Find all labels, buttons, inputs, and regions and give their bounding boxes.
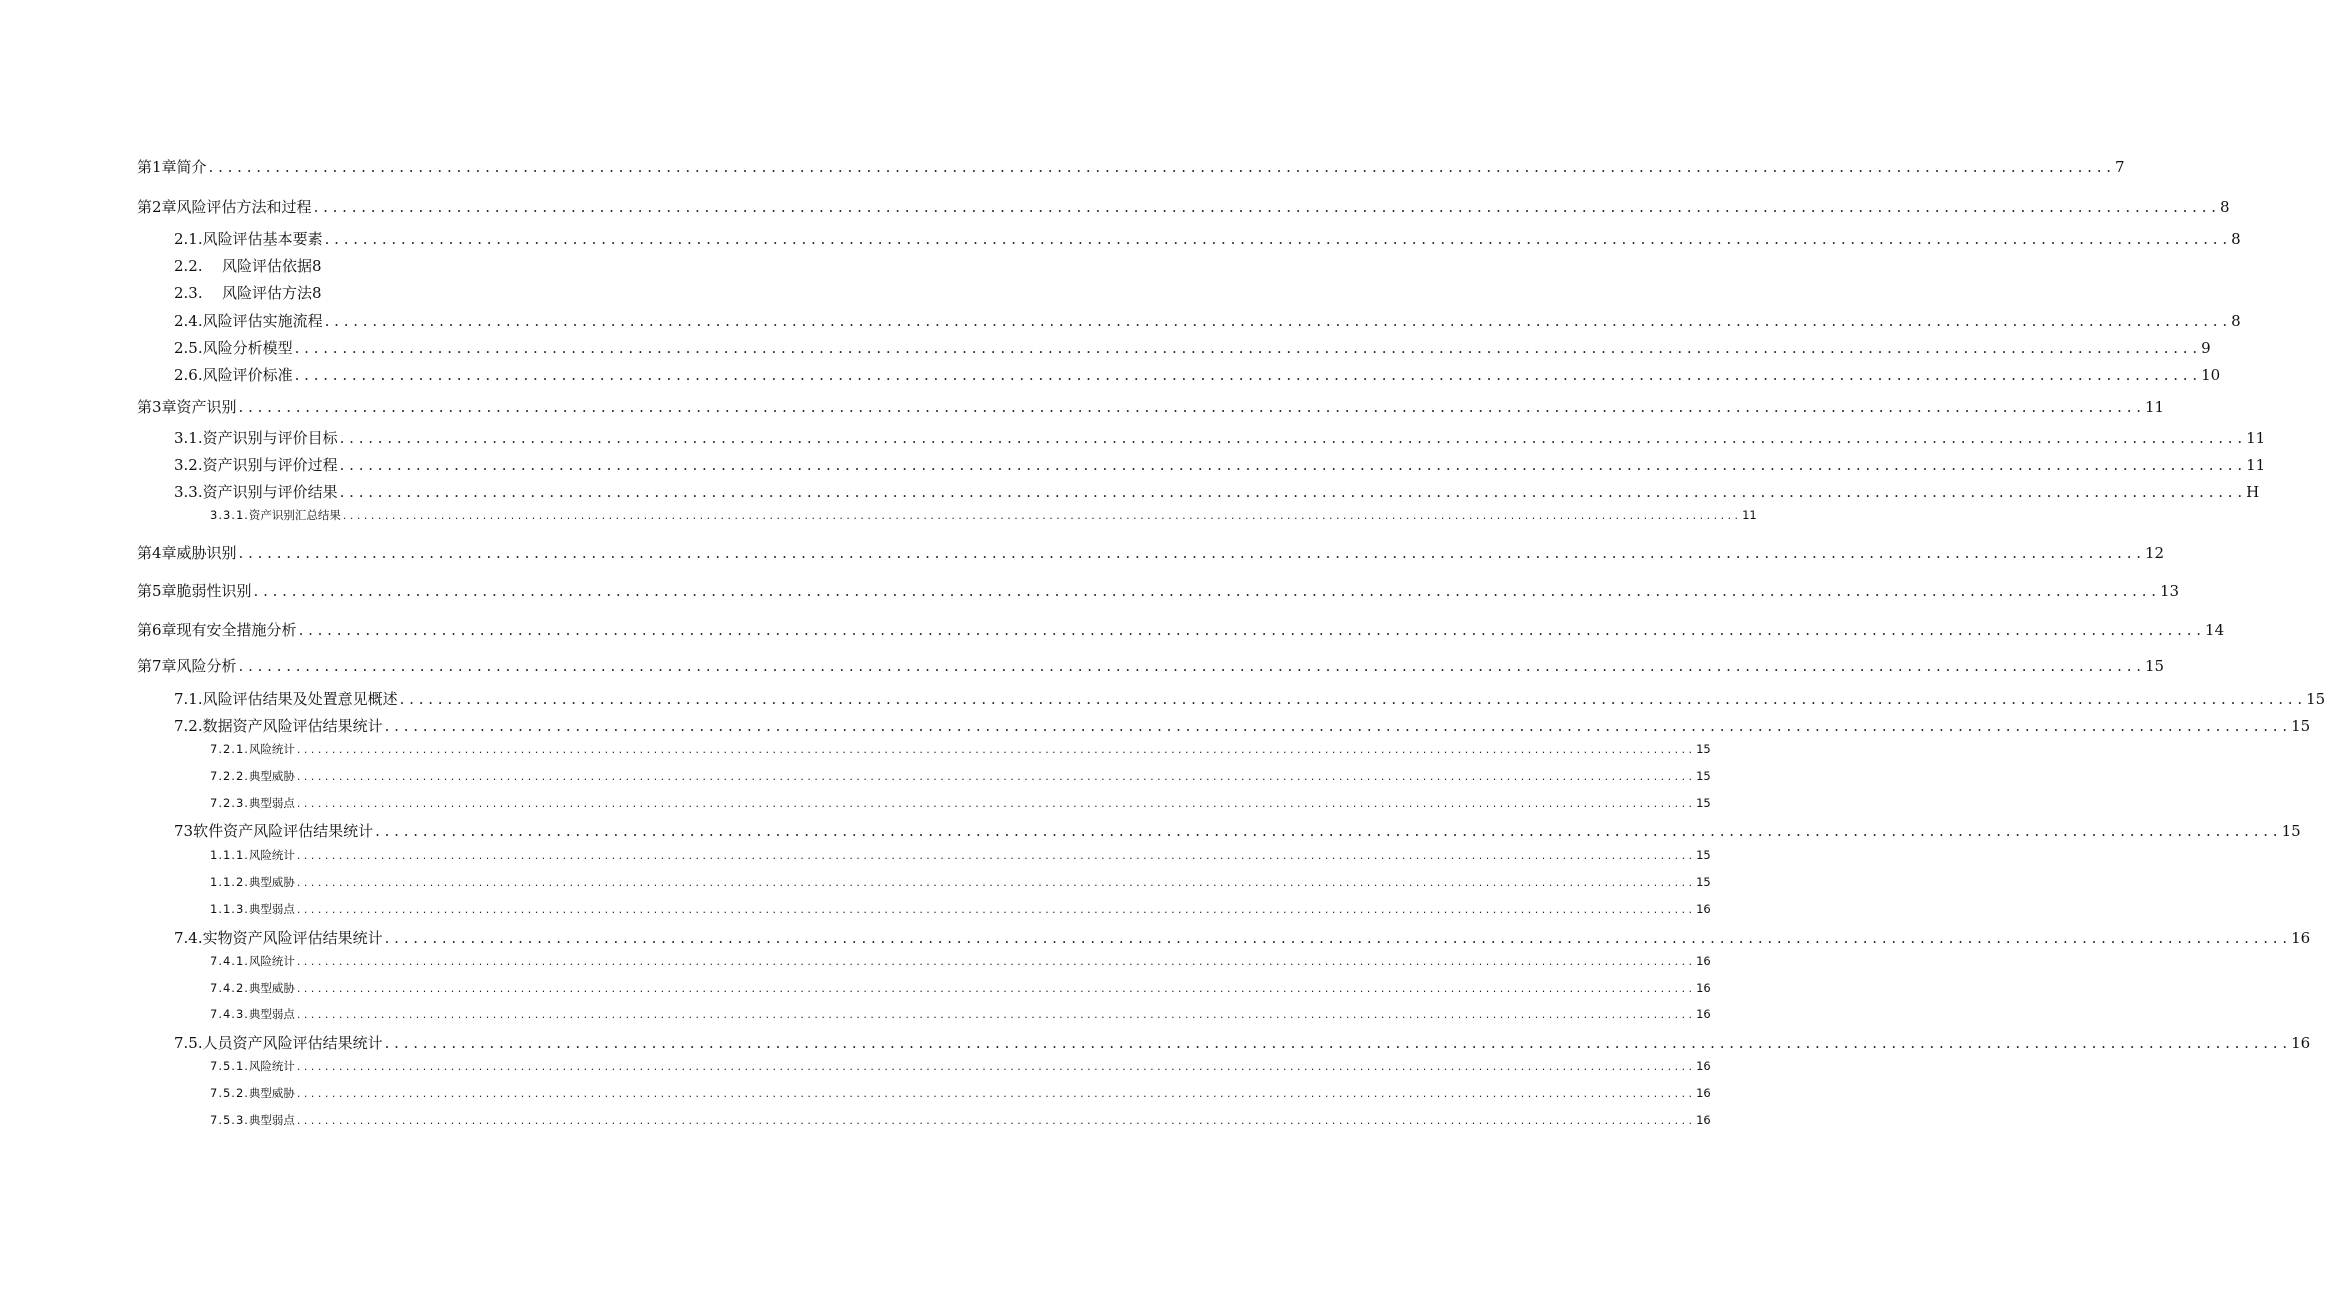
toc-entry-number: 3.1.: [174, 429, 203, 447]
toc-dot-leader: . . . . . . . . . . . . . . . . . . . . . . . . . . . . . . . . . . . . . . . . . . . . . . . . . . . . . . . . . . . . . . . . . . . . . . . . . . . . . . . . . . . . . . . . . . . . . . . . . . . . . . . . . . . . . . . . . . . . . . . . . . . . . . . . . . . . . . . . . . . . . . . . . . . . . . . . . . . . . . . . . . . . . . . . . . . . . . . . . . . . . . . . . . . . . . . . . . . . . . . .: [324, 312, 2228, 330]
toc-page-number: 8: [2231, 230, 2241, 248]
toc-entry-number: 2.5.: [174, 339, 203, 357]
toc-dot-leader: . . . . . . . . . . . . . . . . . . . . . . . . . . . . . . . . . . . . . . . . . . . . . . . . . . . . . . . . . . . . . . . . . . . . . . . . . . . . . . . . . . . . . . . . . . . . . . . . . . . . . . . . . . . . . . . . . . . . . . . . . . . . . . . . . . . . . . . . . . . . . . . . . . . . . . . . . . . . . . . . . . . . . . . . . . . . . . . . . . . . . . . . . . . . . . . . . . . . . . . .: [208, 158, 2112, 176]
toc-entry-title: 人员资产风险评估结果统计: [202, 1034, 383, 1052]
toc-entry[interactable]: [210, 980, 1711, 996]
toc-entry[interactable]: [210, 768, 1711, 784]
toc-entry-number: 7.2.3.: [210, 796, 249, 810]
toc-entry[interactable]: [137, 542, 2165, 563]
toc-dot-leader: . . . . . . . . . . . . . . . . . . . . . . . . . . . . . . . . . . . . . . . . . . . . . . . . . . . . . . . . . . . . . . . . . . . . . . . . . . . . . . . . . . . . . . . . . . . . . . . . . . . . . . . . . . . . . . . . . . . . . . . . . . . . . . . . . . . . . . . . . . . . . . . . . . . . . . . . . . . . . . . . . . . . . . . . . . . . . . . . . . . . . . . . . . . . . . . . . . . . . . . .: [339, 483, 2243, 501]
toc-entry[interactable]: [210, 1112, 1711, 1128]
toc-dot-leader: . . . . . . . . . . . . . . . . . . . . . . . . . . . . . . . . . . . . . . . . . . . . . . . . . . . . . . . . . . . . . . . . . . . . . . . . . . . . . . . . . . . . . . . . . . . . . . . . . . . . . . . . . . . . . . . . . . . . . . . . . . . . . . . . . . . . . . . . . . . . . . . . . . . . . . . . . . . . . . . . . . . . . . . . . . . . . . . . . . . . . . . . . . . . . . . . . . . . . . . .: [296, 743, 1693, 756]
toc-entry[interactable]: [210, 507, 1757, 523]
toc-entry[interactable]: [210, 953, 1711, 969]
toc-entry-number: 2.4.: [174, 312, 203, 330]
toc-entry-number: 1.1.3.: [210, 902, 249, 916]
toc-entry-title: 风险统计: [248, 1059, 295, 1073]
toc-entry-title: 资产识别与评价过程: [202, 456, 338, 474]
toc-dot-leader: . . . . . . . . . . . . . . . . . . . . . . . . . . . . . . . . . . . . . . . . . . . . . . . . . . . . . . . . . . . . . . . . . . . . . . . . . . . . . . . . . . . . . . . . . . . . . . . . . . . . . . . . . . . . . . . . . . . . . . . . . . . . . . . . . . . . . . . . . . . . . . . . . . . . . . . . . . . . . . . . . . . . . . . . . . . . . . . . . . . . . . . . . . . . . . . . . . . . . . . .: [324, 230, 2228, 248]
toc-entry[interactable]: [174, 715, 2311, 736]
toc-entry-title: 典型威胁: [248, 875, 295, 889]
toc-entry[interactable]: [174, 255, 777, 276]
toc-dot-leader: . . . . . . . . . . . . . . . . . . . . . . . . . . . . . . . . . . . . . . . . . . . . . . . . . . . . . . . . . . . . . . . . . . . . . . . . . . . . . . . . . . . . . . . . . . . . . . . . . . . . . . . . . . . . . . . . . . . . . . . . . . . . . . . . . . . . . . . . . . . . . . . . . . . . . . . . . . . . . . . . . . . . . . . . . . . . . . . . . . . . . . . . . . . . . . . . . . . . . . . .: [296, 797, 1693, 810]
toc-entry-number: 7.4.2.: [210, 981, 249, 995]
toc-entry-number: 7.4.1.: [210, 954, 249, 968]
toc-entry-number: 3.3.: [174, 483, 203, 501]
toc-entry-title: 数据资产风险评估结果统计: [202, 717, 383, 735]
toc-entry-number: 2.2.: [174, 257, 203, 275]
toc-entry[interactable]: [174, 364, 2221, 385]
toc-entry[interactable]: [174, 282, 777, 303]
toc-entry-number: 7.5.: [174, 1034, 203, 1052]
toc-page-number: 10: [2201, 366, 2221, 384]
toc-entry-number: 7.2.2.: [210, 769, 249, 783]
toc-entry-number: 7.5.1.: [210, 1059, 249, 1073]
toc-page-number: 16: [1696, 1113, 1711, 1127]
toc-entry-title: 第1章简介: [137, 158, 207, 176]
toc-dot-leader: . . . . . . . . . . . . . . . . . . . . . . . . . . . . . . . . . . . . . . . . . . . . . . . . . . . . . . . . . . . . . . . . . . . . . . . . . . . . . . . . . . . . . . . . . . . . . . . . . . . . . . . . . . . . . . . . . . . . . . . . . . . . . . . . . . . . . . . . . . . . . . . . . . . . . . . . . . . . . . . . . . . . . . . . . . . . . . . . . . . . . . . . . . . . . . . . . . . . . . . .: [296, 1087, 1693, 1100]
toc-entry-title: 风险统计: [248, 954, 295, 968]
toc-entry[interactable]: [210, 1058, 1711, 1074]
toc-entry-title: 第5章脆弱性识别: [137, 582, 252, 600]
toc-entry[interactable]: [174, 454, 2266, 475]
toc-entry-number: 第6章: [137, 621, 177, 639]
toc-entry-number: 7.2.1.: [210, 742, 249, 756]
toc-entry-title: 资产识别与评价结果: [202, 483, 338, 501]
toc-dot-leader: . . . . . . . . . . . . . . . . . . . . . . . . . . . . . . . . . . . . . . . . . . . . . . . . . . . . . . . . . . . . . . . . . . . . . . . . . . . . . . . . . . . . . . . . . . . . . . . . . . . . . . . . . . . . . . . . . . . . . . . . . . . . . . . . . . . . . . . . . . . . . . . . . . . . . . . . . . . . . . . . . . . . . . . . . . . . . . . . . . . . . . . . . . . . . . . . . . . . . . . .: [296, 982, 1693, 995]
toc-page-number: 14: [2205, 621, 2225, 639]
toc-page-number: 15: [2281, 822, 2301, 840]
toc-entry-title: 典型弱点: [248, 1007, 295, 1021]
toc-dot-leader: . . . . . . . . . . . . . . . . . . . . . . . . . . . . . . . . . . . . . . . . . . . . . . . . . . . . . . . . . . . . . . . . . . . . . . . . . . . . . . . . . . . . . . . . . . . . . . . . . . . . . . . . . . . . . . . . . . . . . . . . . . . . . . . . . . . . . . . . . . . . . . . . . . . . . . . . . . . . . . . . . . . . . . . . . . . . . . . . . . . . . . . . . . . . . . . . . . . . . . . .: [296, 770, 1693, 783]
toc-dot-leader: . . . . . . . . . . . . . . . . . . . . . . . . . . . . . . . . . . . . . . . . . . . . . . . . . . . . . . . . . . . . . . . . . . . . . . . . . . . . . . . . . . . . . . . . . . . . . . . . . . . . . . . . . . . . . . . . . . . . . . . . . . . . . . . . . . . . . . . . . . . . . . . . . . . . . . . . . . . . . . . . . . . . . . . . . . . . . . . . . . . . . . . . . . . . . . . . . . . . . . . .: [253, 582, 2157, 600]
toc-page-number: H: [2246, 483, 2260, 501]
toc-dot-leader: . . . . . . . . . . . . . . . . . . . . . . . . . . . . . . . . . . . . . . . . . . . . . . . . . . . . . . . . . . . . . . . . . . . . . . . . . . . . . . . . . . . . . . . . . . . . . . . . . . . . . . . . . . . . . . . . . . . . . . . . . . . . . . . . . . . . . . . . . . . . . . . . . . . . . . . . . . . . . . . . . . . . . . . . . . . . . . . . . . . . . . . . . . . . . . . . . . . . . . . .: [296, 955, 1693, 968]
toc-entry-title: 风险评估依据8: [222, 257, 322, 275]
toc-dot-leader: . . . . . . . . . . . . . . . . . . . . . . . . . . . . . . . . . . . . . . . . . . . . . . . . . . . . . . . . . . . . . . . . . . . . . . . . . . . . . . . . . . . . . . . . . . . . . . . . . . . . . . . . . . . . . . . . . . . . . . . . . . . . . . . . . . . . . . . . . . . . . . . . . . . . . . . . . . . . . . . . . . . . . . . . . . . . . . . . . . . . . . . . . . . . . . . . . . . . . . . .: [375, 822, 2278, 840]
toc-entry-title: 典型弱点: [248, 1113, 295, 1127]
toc-entry-title: 典型威胁: [248, 1086, 295, 1100]
toc-entry[interactable]: [137, 196, 2230, 217]
toc-entry-title: 风险分析模型: [202, 339, 293, 357]
toc-entry-title: 风险评估基本要素: [202, 230, 323, 248]
toc-dot-leader: . . . . . . . . . . . . . . . . . . . . . . . . . . . . . . . . . . . . . . . . . . . . . . . . . . . . . . . . . . . . . . . . . . . . . . . . . . . . . . . . . . . . . . . . . . . . . . . . . . . . . . . . . . . . . . . . . . . . . . . . . . . . . . . . . . . . . . . . . . . . . . . . . . . . . . . . . . . . . . . . . . . . . . . . . . . . . . . . . . . . . . . . . . . . . . . . . . . . . . . .: [339, 456, 2243, 474]
toc-entry[interactable]: [210, 741, 1711, 757]
toc-dot-leader: . . . . . . . . . . . . . . . . . . . . . . . . . . . . . . . . . . . . . . . . . . . . . . . . . . . . . . . . . . . . . . . . . . . . . . . . . . . . . . . . . . . . . . . . . . . . . . . . . . . . . . . . . . . . . . . . . . . . . . . . . . . . . . . . . . . . . . . . . . . . . . . . . . . . . . . . . . . . . . . . . . . . . . . . . . . . . . . . . . . . . . . . . . . . . . . . . . . . . . . .: [296, 1060, 1693, 1073]
toc-entry[interactable]: [174, 1032, 2311, 1053]
toc-page-number: 15: [2306, 690, 2325, 708]
toc-entry-title: 第7章风险分析: [137, 657, 237, 675]
toc-entry-title: 风险评价标准: [202, 366, 293, 384]
toc-dot-leader: . . . . . . . . . . . . . . . . . . . . . . . . . . . . . . . . . . . . . . . . . . . . . . . . . . . . . . . . . . . . . . . . . . . . . . . . . . . . . . . . . . . . . . . . . . . . . . . . . . . . . . . . . . . . . . . . . . . . . . . . . . . . . . . . . . . . . . . . . . . . . . . . . . . . . . . . . . . . . . . . . . . . . . . . . . . . . . . . . . . . . . . . . . . . . . . . . . . . . . . .: [238, 544, 2142, 562]
toc-entry-title: 风险评估方法8: [222, 284, 322, 302]
toc-entry-number: 7.4.: [174, 929, 203, 947]
toc-entry-number: 3.3.1.: [210, 508, 249, 522]
toc-entry-title: 第4章威胁识别: [137, 544, 237, 562]
toc-entry[interactable]: [137, 580, 2180, 601]
toc-page-number: 15: [1696, 742, 1711, 756]
toc-entry[interactable]: [137, 619, 2225, 640]
toc-page-number: 16: [1696, 981, 1711, 995]
toc-entry[interactable]: [210, 901, 1711, 917]
toc-entry[interactable]: [174, 927, 2311, 948]
toc-dot-leader: . . . . . . . . . . . . . . . . . . . . . . . . . . . . . . . . . . . . . . . . . . . . . . . . . . . . . . . . . . . . . . . . . . . . . . . . . . . . . . . . . . . . . . . . . . . . . . . . . . . . . . . . . . . . . . . . . . . . . . . . . . . . . . . . . . . . . . . . . . . . . . . . . . . . . . . . . . . . . . . . . . . . . . . . . . . . . . . . . . . . . . . . . . . . . . . . . . . . . . . .: [296, 903, 1693, 916]
toc-page-number: 16: [1696, 1086, 1711, 1100]
toc-entry-title: 第3章资产识别: [137, 398, 237, 416]
toc-dot-leader: . . . . . . . . . . . . . . . . . . . . . . . . . . . . . . . . . . . . . . . . . . . . . . . . . . . . . . . . . . . . . . . . . . . . . . . . . . . . . . . . . . . . . . . . . . . . . . . . . . . . . . . . . . . . . . . . . . . . . . . . . . . . . . . . . . . . . . . . . . . . . . . . . . . . . . . . . . . . . . . . . . . . . . . . . . . . . . . . . . . . . . . . . . . . . . . . . . . . . . . .: [399, 690, 2303, 708]
toc-entry-title: 风险评估结果及处置意见概述: [202, 690, 398, 708]
toc-entry-title: 风险评估实施流程: [202, 312, 323, 330]
toc-page-number: 12: [2145, 544, 2165, 562]
toc-entry-number: 第2章: [137, 198, 177, 216]
toc-entry-title: 风险评估方法和过程: [176, 198, 312, 216]
toc-dot-leader: . . . . . . . . . . . . . . . . . . . . . . . . . . . . . . . . . . . . . . . . . . . . . . . . . . . . . . . . . . . . . . . . . . . . . . . . . . . . . . . . . . . . . . . . . . . . . . . . . . . . . . . . . . . . . . . . . . . . . . . . . . . . . . . . . . . . . . . . . . . . . . . . . . . . . . . . . . . . . . . . . . . . . . . . . . . . . . . . . . . . . . . . . . . . . . . . . . . . . . . .: [296, 1114, 1693, 1127]
toc-entry[interactable]: [210, 795, 1711, 811]
toc-entry-number: 1.1.1.: [210, 848, 249, 862]
toc-page-number: 15: [1696, 875, 1711, 889]
toc-entry[interactable]: [210, 1006, 1711, 1022]
toc-entry-number: 7.1.: [174, 690, 203, 708]
toc-entry[interactable]: [174, 481, 2260, 502]
toc-dot-leader: . . . . . . . . . . . . . . . . . . . . . . . . . . . . . . . . . . . . . . . . . . . . . . . . . . . . . . . . . . . . . . . . . . . . . . . . . . . . . . . . . . . . . . . . . . . . . . . . . . . . . . . . . . . . . . . . . . . . . . . . . . . . . . . . . . . . . . . . . . . . . . . . . . . . . . . . . . . . . . . . . . . . . . . . . . . . . . . . . . . . . . . . . . . . . . . . . . . . . . . .: [294, 366, 2198, 384]
toc-page-number: 15: [2291, 717, 2311, 735]
toc-entry[interactable]: [174, 228, 2241, 249]
toc-page-number: 9: [2201, 339, 2211, 357]
toc-page-number: 16: [1696, 1059, 1711, 1073]
toc-page-number: 15: [1696, 796, 1711, 810]
toc-dot-leader: . . . . . . . . . . . . . . . . . . . . . . . . . . . . . . . . . . . . . . . . . . . . . . . . . . . . . . . . . . . . . . . . . . . . . . . . . . . . . . . . . . . . . . . . . . . . . . . . . . . . . . . . . . . . . . . . . . . . . . . . . . . . . . . . . . . . . . . . . . . . . . . . . . . . . . . . . . . . . . . . . . . . . . . . . . . . . . . . . . . . . . . . . . . . . . . . . . . . . . . .: [296, 849, 1693, 862]
toc-entry[interactable]: [210, 1085, 1711, 1101]
toc-dot-leader: . . . . . . . . . . . . . . . . . . . . . . . . . . . . . . . . . . . . . . . . . . . . . . . . . . . . . . . . . . . . . . . . . . . . . . . . . . . . . . . . . . . . . . . . . . . . . . . . . . . . . . . . . . . . . . . . . . . . . . . . . . . . . . . . . . . . . . . . . . . . . . . . . . . . . . . . . . . . . . . . . . . . . . . . . . . . . . . . . . . . . . . . . . . . . . . . . . . . . . . .: [339, 429, 2243, 447]
toc-dot-leader: . . . . . . . . . . . . . . . . . . . . . . . . . . . . . . . . . . . . . . . . . . . . . . . . . . . . . . . . . . . . . . . . . . . . . . . . . . . . . . . . . . . . . . . . . . . . . . . . . . . . . . . . . . . . . . . . . . . . . . . . . . . . . . . . . . . . . . . . . . . . . . . . . . . . . . . . . . . . . . . . . . . . . . . . . . . . . . . . . . . . . . . . . . . . . . . . . . . . . . . .: [238, 657, 2142, 675]
toc-entry[interactable]: [137, 655, 2165, 676]
toc-page-number: 16: [1696, 1007, 1711, 1021]
toc-page-number: 7: [2115, 158, 2125, 176]
toc-entry-title: 风险统计: [248, 742, 295, 756]
toc-entry-number: 2.3.: [174, 284, 203, 302]
toc-entry[interactable]: [174, 820, 2301, 841]
toc-dot-leader: . . . . . . . . . . . . . . . . . . . . . . . . . . . . . . . . . . . . . . . . . . . . . . . . . . . . . . . . . . . . . . . . . . . . . . . . . . . . . . . . . . . . . . . . . . . . . . . . . . . . . . . . . . . . . . . . . . . . . . . . . . . . . . . . . . . . . . . . . . . . . . . . . . . . . . . . . . . . . . . . . . . . . . . . . . . . . . . . . . . . . . . . . . . . . . . . . . . . . . . .: [384, 717, 2288, 735]
toc-page-number: 16: [2291, 929, 2311, 947]
toc-page-number: 11: [1742, 508, 1757, 522]
toc-entry[interactable]: [174, 427, 2266, 448]
toc-entry-title: 实物资产风险评估结果统计: [202, 929, 383, 947]
toc-entry[interactable]: [210, 847, 1711, 863]
toc-page-number: 11: [2246, 429, 2266, 447]
toc-dot-leader: . . . . . . . . . . . . . . . . . . . . . . . . . . . . . . . . . . . . . . . . . . . . . . . . . . . . . . . . . . . . . . . . . . . . . . . . . . . . . . . . . . . . . . . . . . . . . . . . . . . . . . . . . . . . . . . . . . . . . . . . . . . . . . . . . . . . . . . . . . . . . . . . . . . . . . . . . . . . . . . . . . . . . . . . . . . . . . . . . . . . . . . . . . . . . . . . . . . . . . . .: [296, 876, 1693, 889]
toc-entry-title: 典型弱点: [248, 796, 295, 810]
toc-entry-title: 资产识别汇总结果: [248, 508, 341, 522]
toc-entry-number: 7.2.: [174, 717, 203, 735]
toc-page-number: 16: [1696, 954, 1711, 968]
toc-entry-number: 2.1.: [174, 230, 203, 248]
toc-entry-title: 73软件资产风险评估结果统计: [174, 822, 374, 840]
toc-entry-number: 7.5.2.: [210, 1086, 249, 1100]
toc-dot-leader: . . . . . . . . . . . . . . . . . . . . . . . . . . . . . . . . . . . . . . . . . . . . . . . . . . . . . . . . . . . . . . . . . . . . . . . . . . . . . . . . . . . . . . . . . . . . . . . . . . . . . . . . . . . . . . . . . . . . . . . . . . . . . . . . . . . . . . . . . . . . . . . . . . . . . . . . . . . . . . . . . . . . . . . . . . . . . . . . . . . . . . . . . . . . . . . . . . . . . . . .: [342, 509, 1739, 522]
toc-dot-leader: . . . . . . . . . . . . . . . . . . . . . . . . . . . . . . . . . . . . . . . . . . . . . . . . . . . . . . . . . . . . . . . . . . . . . . . . . . . . . . . . . . . . . . . . . . . . . . . . . . . . . . . . . . . . . . . . . . . . . . . . . . . . . . . . . . . . . . . . . . . . . . . . . . . . . . . . . . . . . . . . . . . . . . . . . . . . . . . . . . . . . . . . . . . . . . . . . . . . . . . .: [298, 621, 2202, 639]
toc-dot-leader: . . . . . . . . . . . . . . . . . . . . . . . . . . . . . . . . . . . . . . . . . . . . . . . . . . . . . . . . . . . . . . . . . . . . . . . . . . . . . . . . . . . . . . . . . . . . . . . . . . . . . . . . . . . . . . . . . . . . . . . . . . . . . . . . . . . . . . . . . . . . . . . . . . . . . . . . . . . . . . . . . . . . . . . . . . . . . . . . . . . . . . . . . . . . . . . . . . . . . . . .: [384, 1034, 2288, 1052]
toc-entry-title: 资产识别与评价目标: [202, 429, 338, 447]
toc-entry-number: 7.4.3.: [210, 1007, 249, 1021]
toc-page-number: 15: [1696, 848, 1711, 862]
toc-entry[interactable]: [174, 337, 2211, 358]
toc-entry-title: 典型弱点: [248, 902, 295, 916]
toc-entry[interactable]: [137, 396, 2165, 417]
toc-entry[interactable]: [174, 688, 2325, 709]
toc-dot-leader: . . . . . . . . . . . . . . . . . . . . . . . . . . . . . . . . . . . . . . . . . . . . . . . . . . . . . . . . . . . . . . . . . . . . . . . . . . . . . . . . . . . . . . . . . . . . . . . . . . . . . . . . . . . . . . . . . . . . . . . . . . . . . . . . . . . . . . . . . . . . . . . . . . . . . . . . . . . . . . . . . . . . . . . . . . . . . . . . . . . . . . . . . . . . . . . . . . . . . . . .: [294, 339, 2198, 357]
toc-entry-number: 1.1.2.: [210, 875, 249, 889]
toc-dot-leader: . . . . . . . . . . . . . . . . . . . . . . . . . . . . . . . . . . . . . . . . . . . . . . . . . . . . . . . . . . . . . . . . . . . . . . . . . . . . . . . . . . . . . . . . . . . . . . . . . . . . . . . . . . . . . . . . . . . . . . . . . . . . . . . . . . . . . . . . . . . . . . . . . . . . . . . . . . . . . . . . . . . . . . . . . . . . . . . . . . . . . . . . . . . . . . . . . . . . . . . .: [313, 198, 2217, 216]
toc-page-number: 13: [2160, 582, 2180, 600]
toc-entry-number: 7.5.3.: [210, 1113, 249, 1127]
toc-dot-leader: . . . . . . . . . . . . . . . . . . . . . . . . . . . . . . . . . . . . . . . . . . . . . . . . . . . . . . . . . . . . . . . . . . . . . . . . . . . . . . . . . . . . . . . . . . . . . . . . . . . . . . . . . . . . . . . . . . . . . . . . . . . . . . . . . . . . . . . . . . . . . . . . . . . . . . . . . . . . . . . . . . . . . . . . . . . . . . . . . . . . . . . . . . . . . . . . . . . . . . . .: [238, 398, 2142, 416]
toc-entry[interactable]: [174, 310, 2241, 331]
toc-page-number: 16: [1696, 902, 1711, 916]
toc-page-number: 16: [2291, 1034, 2311, 1052]
toc-entry-title: 典型威胁: [248, 769, 295, 783]
toc-page-number: 11: [2145, 398, 2165, 416]
toc-entry-title: 典型威胁: [248, 981, 295, 995]
toc-entry-number: 3.2.: [174, 456, 203, 474]
toc-page-number: 8: [2220, 198, 2230, 216]
toc-entry-number: 2.6.: [174, 366, 203, 384]
toc-dot-leader: . . . . . . . . . . . . . . . . . . . . . . . . . . . . . . . . . . . . . . . . . . . . . . . . . . . . . . . . . . . . . . . . . . . . . . . . . . . . . . . . . . . . . . . . . . . . . . . . . . . . . . . . . . . . . . . . . . . . . . . . . . . . . . . . . . . . . . . . . . . . . . . . . . . . . . . . . . . . . . . . . . . . . . . . . . . . . . . . . . . . . . . . . . . . . . . . . . . . . . . .: [384, 929, 2288, 947]
toc-entry-title: 风险统计: [248, 848, 295, 862]
toc-entry[interactable]: [137, 156, 2125, 177]
toc-page-number: 15: [1696, 769, 1711, 783]
toc-entry[interactable]: [210, 874, 1711, 890]
toc-entry-title: 现有安全措施分析: [176, 621, 297, 639]
toc-dot-leader: . . . . . . . . . . . . . . . . . . . . . . . . . . . . . . . . . . . . . . . . . . . . . . . . . . . . . . . . . . . . . . . . . . . . . . . . . . . . . . . . . . . . . . . . . . . . . . . . . . . . . . . . . . . . . . . . . . . . . . . . . . . . . . . . . . . . . . . . . . . . . . . . . . . . . . . . . . . . . . . . . . . . . . . . . . . . . . . . . . . . . . . . . . . . . . . . . . . . . . . .: [296, 1008, 1693, 1021]
toc-page-number: 15: [2145, 657, 2165, 675]
toc-page-number: 11: [2246, 456, 2266, 474]
toc-page-number: 8: [2231, 312, 2241, 330]
